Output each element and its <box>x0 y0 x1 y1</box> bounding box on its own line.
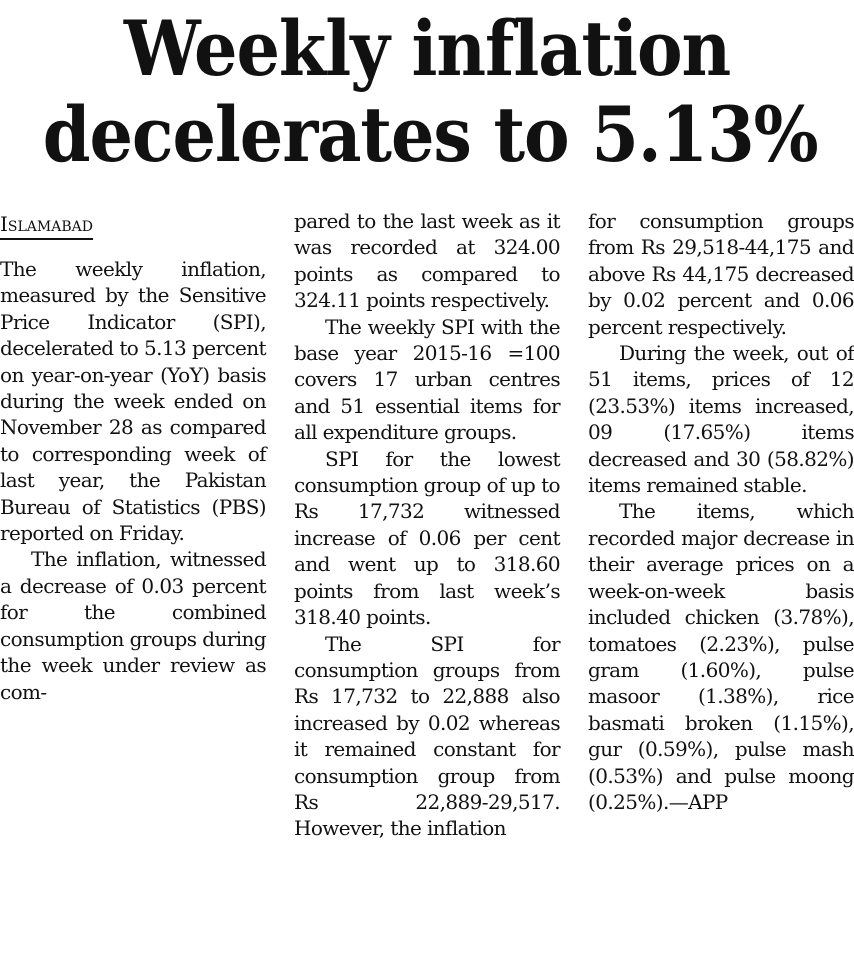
headline-line-2: decelerates to 5.13% <box>42 90 818 179</box>
dateline: Islamabad <box>0 212 93 240</box>
article-paragraph-2-end: pared to the last week as it was recorded at 324.00 points as compared to 324.11 points respectively. <box>294 209 560 313</box>
article-paragraph-5-end: for consumption groups from Rs 29,518-44,175 and above Rs 44,175 decreased by 0.02 percent and 0.06 percent respectively. <box>588 209 854 339</box>
article-paragraph-4: SPI for the lowest consumption group of up to Rs 17,732 witnessed increase of 0.06 per cent and went up to 318.60 points from last week’s 318.40 points. <box>294 446 560 630</box>
article-paragraph-2-start: The inflation, witnessed a decrease of 0.03 percent for the combined consumption groups during the week under review as com- <box>0 547 266 704</box>
article-paragraph-6: During the week, out of 51 items, prices of 12 (23.53%) items increased, 09 (17.65%) items decreased and 30 (58.82%) items remained stable. <box>588 341 854 498</box>
article-column-1 <box>0 208 266 705</box>
article-column-2 <box>294 208 560 842</box>
article-paragraph-1: The weekly inflation, measured by the Sensitive Price Indicator (SPI), decelerated to 5.13 percent on year-on-year (YoY) basis during the week ended on November 28 as compared to corresponding week of last year, the Pakistan Bureau of Statistics (PBS) reported on Friday. <box>0 257 266 546</box>
article-paragraph-5-start: The SPI for consumption groups from Rs 17,732 to 22,888 also increased by 0.02 whereas it remained constant for consumption group from Rs 22,889-29,517. However, the inflation <box>294 631 560 841</box>
article-paragraph-3: The weekly SPI with the base year 2015-16 =100 covers 17 urban centres and 51 essential items for all expenditure groups. <box>294 314 560 445</box>
article-column-3 <box>588 208 854 815</box>
headline-line-1: Weekly inflation <box>123 4 731 93</box>
article-paragraph-7: The items, which recorded major decrease in their average prices on a week-on-week basis included chicken (3.78%), tomatoes (2.23%), pulse gram (1.60%), pulse masoor (1.38%), rice basmati broken (1.15%), gur (0.59%), pulse mash (0.53%) and pulse moong (0.25%).—APP <box>588 499 854 814</box>
headline <box>42 4 818 179</box>
